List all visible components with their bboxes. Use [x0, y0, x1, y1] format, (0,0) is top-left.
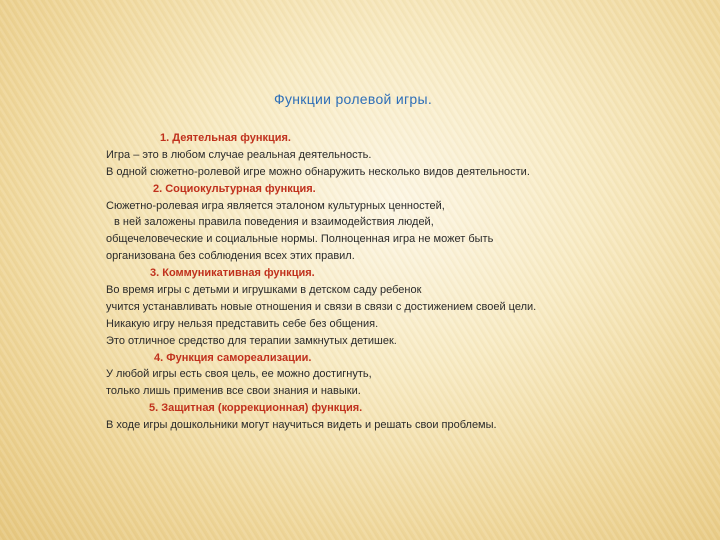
body-line: Это отличное средство для терапии замкнутых детишек.: [106, 334, 397, 347]
body-line: только лишь применив все свои знания и навыки.: [106, 385, 361, 398]
body-line: У любой игры есть своя цель, ее можно достигнуть,: [106, 368, 372, 381]
body-line: в ней заложены правила поведения и взаимодействия людей,: [114, 216, 434, 229]
body-line: учится устанавливать новые отношения и связи в связи с достижением своей цели.: [106, 300, 537, 313]
section-heading: 2. Социокультурная функция.: [153, 182, 316, 195]
body-line: общечеловеческие и социальные нормы. Полноценная игра не может быть: [106, 233, 494, 246]
section-heading: 4. Функция самореализации.: [154, 351, 312, 364]
body-line: В одной сюжетно-ролевой игре можно обнаружить несколько видов деятельности.: [106, 165, 530, 178]
slide-body: [106, 130, 706, 434]
section-heading: 5. Защитная (коррекционная) функция.: [149, 402, 363, 415]
section-heading: 3. Коммуникативная функция.: [150, 267, 315, 280]
body-line: организована без соблюдения всех этих правил.: [106, 250, 355, 263]
body-line: Во время игры с детьми и игрушками в детском саду ребенок: [106, 284, 422, 297]
body-line: Сюжетно-ролевая игра является эталоном культурных ценностей,: [106, 199, 445, 212]
body-line: Игра – это в любом случае реальная деятельность.: [106, 148, 372, 161]
body-line: Никакую игру нельзя представить себе без общения.: [106, 317, 379, 330]
slide-title: Функции ролевой игры.: [274, 91, 433, 107]
section-heading: 1. Деятельная функция.: [160, 132, 291, 144]
body-line: В ходе игры дошкольники могут научиться видеть и решать свои проблемы.: [106, 419, 497, 432]
